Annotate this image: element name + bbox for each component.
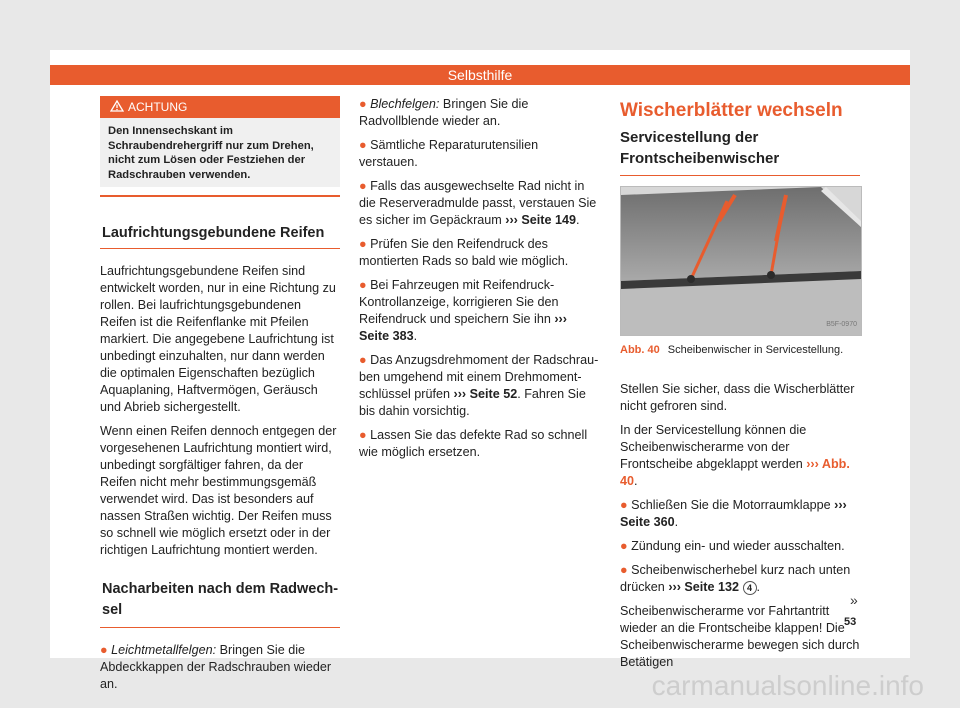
- section-title: Servicestellung der Frontscheibenwischer: [620, 127, 860, 176]
- warning-box: [100, 96, 340, 197]
- paragraph: In der Servicestellung können die Scheibenwischerarme von der Frontscheibe abgeklappt werden ››› Abb. 40.: [620, 423, 850, 488]
- list-item: ● Bei Fahrzeugen mit Reifendruck-Kontrollanzeige, korrigieren Sie den Reifendruck und speichern Sie ihn ››› Seite 383.: [359, 278, 567, 343]
- warning-triangle-icon: [110, 100, 124, 112]
- paragraph: Wenn einen Reifen dennoch entgegen der vorgesehenen Laufrichtung montiert wird, unbedingt sorgfältiger fahren, da der Reifen nicht mehr bestimmungsgemäß verwendet wird. Das ist besonders auf nassen Straßen wichtig. Der Reifen muss so schnell wie möglich ersetzt oder in der richtigen Laufrichtung montiert werden.: [100, 424, 337, 557]
- page-link[interactable]: ››› Seite 360: [620, 498, 847, 529]
- control-number-badge: 4: [743, 581, 757, 595]
- list-item: ● Das Anzugsdrehmoment der Radschrauben umgehend mit einem Drehmomentschlüssel prüfen ››› Seite 52. Fahren Sie bis dahin vorsichtig.: [359, 353, 599, 418]
- figure-code: B5F-0970: [826, 321, 857, 328]
- list-item: ● Leichtmetallfelgen: Bringen Sie die Abdeckkappen der Radschrauben wieder an.: [100, 643, 332, 691]
- watermark: carmanualsonline.info: [651, 670, 924, 701]
- page-link[interactable]: ››› Seite 383: [359, 312, 567, 343]
- warning-header: [100, 96, 340, 118]
- column-middle: [359, 96, 600, 468]
- bullet-icon: ●: [359, 237, 371, 251]
- warning-title: ACHTUNG: [128, 100, 188, 114]
- list-item: ● Falls das ausgewechselte Rad nicht in die Reserveradmulde passt, verstauen Sie es sicher im Gepäckraum ››› Seite 149.: [359, 179, 597, 227]
- figure-link[interactable]: ››› Abb. 40: [620, 457, 850, 488]
- column-left: [100, 96, 340, 700]
- heading-directional-tyres: Laufrichtungsgebundene Reifen: [100, 225, 340, 249]
- list-item: ● Zündung ein- und wieder ausschalten.: [620, 539, 845, 553]
- list-item: ● Scheibenwischerhebel kurz nach unten drücken ››› Seite 132 4 .: [620, 563, 851, 594]
- page-link[interactable]: ››› Seite 149: [505, 213, 576, 227]
- page-title: Wischerblätter wechseln: [620, 100, 843, 121]
- page-link[interactable]: ››› Seite 132: [668, 580, 740, 594]
- section-header: Selbsthilfe: [50, 65, 910, 85]
- paragraph: Stellen Sie sicher, dass die Wischerblätter nicht gefroren sind.: [620, 382, 855, 413]
- warning-text: Den Innensechskant im Schraubendrehergriff nur zum Drehen, nicht zum Lösen oder Festziehen der Radschrauben verwenden.: [100, 118, 340, 187]
- bullet-icon: ●: [359, 97, 371, 111]
- bullet-icon: ●: [620, 498, 632, 512]
- list-item: ● Blechfelgen: Bringen Sie die Radvollblende wieder an.: [359, 97, 529, 128]
- bullet-icon: ●: [359, 179, 371, 193]
- wiper-figure: [620, 186, 862, 336]
- list-item: ● Prüfen Sie den Reifendruck des montierten Rads so bald wie möglich.: [359, 237, 569, 268]
- bullet-icon: ●: [359, 428, 371, 442]
- list-item: ● Schließen Sie die Motorraumklappe ››› Seite 360.: [620, 498, 847, 529]
- bullet-icon: ●: [359, 353, 371, 367]
- paragraph: Laufrichtungsgebundene Reifen sind entwickelt worden, nur in eine Richtung zu rollen. Bei laufrichtungsgebundenen Reifen ist die Reifenflanke mit Pfeilen markiert. Die angegebene Laufrichtung ist unbedingt einzuhalten, nur dann werden die optimalen Eigenschaften bezüglich Aquaplaning, Haftvermögen, Geräusch und Abrieb sichergestellt.: [100, 264, 336, 414]
- continue-marker: »: [850, 592, 858, 608]
- wiper-illustration: [621, 187, 861, 335]
- figure-caption: Abb. 40 Scheibenwischer in Servicestellung.: [620, 344, 844, 356]
- page-number: 53: [844, 616, 857, 628]
- column-right: [620, 96, 860, 678]
- list-item: ● Sämtliche Reparaturutensilien verstauen.: [359, 138, 539, 169]
- bullet-icon: ●: [359, 138, 371, 152]
- page-link[interactable]: ››› Seite 52: [453, 387, 518, 401]
- bullet-icon: ●: [620, 539, 632, 553]
- bullet-icon: ●: [359, 278, 371, 292]
- heading-after-wheel-change: Nacharbeiten nach dem Radwechsel: [100, 579, 340, 628]
- bullet-icon: ●: [100, 643, 112, 657]
- bullet-icon: ●: [620, 563, 632, 577]
- list-item: ● Lassen Sie das defekte Rad so schnell wie möglich ersetzen.: [359, 428, 588, 459]
- paragraph: Scheibenwischerarme vor Fahrtantritt wieder an die Frontscheibe klappen! Die Scheibenwischerarme bewegen sich durch Betätigen: [620, 604, 860, 669]
